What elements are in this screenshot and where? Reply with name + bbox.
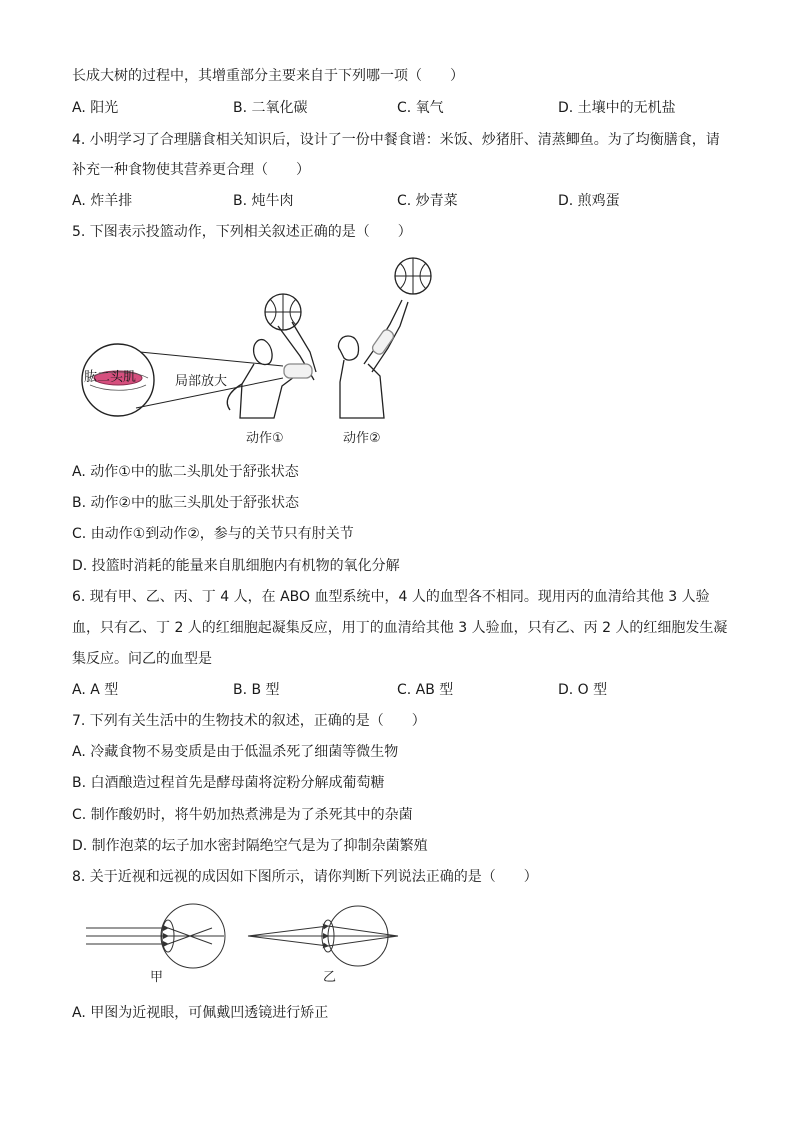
q5-stem: 5. 下图表示投篮动作，下列相关叙述正确的是（ ）	[72, 224, 412, 240]
player-1-figure	[227, 294, 316, 418]
q4-option-c: C. 炒青菜	[397, 193, 458, 209]
q7-stem: 7. 下列有关生活中的生物技术的叙述，正确的是（ ）	[72, 713, 426, 729]
q4-stem-line1: 4. 小明学习了合理膳食相关知识后，设计了一份中餐食谱：米饭、炒猪肝、清蒸鲫鱼。为了均衡膳食，请	[72, 132, 720, 148]
q3-stem: 长成大树的过程中，其增重部分主要来自于下列哪一项（ ）	[72, 68, 464, 84]
q3-option-c: C. 氧气	[397, 100, 444, 116]
eye-yi-label: 乙	[323, 970, 337, 985]
q6-option-d: D. O 型	[558, 682, 608, 698]
q4-option-b: B. 炖牛肉	[233, 193, 294, 209]
q5-option-c: C. 由动作①到动作②，参与的关节只有肘关节	[72, 526, 354, 542]
q6-stem-line1: 6. 现有甲、乙、丙、丁 4 人，在 ABO 血型系统中，4 人的血型各不相同。现用丙的血清给其他 3 人验	[72, 589, 710, 605]
action-2-label: 动作②	[343, 431, 381, 446]
eye-yi-diagram	[248, 906, 398, 966]
q8-option-a: A. 甲图为近视眼，可佩戴凹透镜进行矫正	[72, 1005, 329, 1021]
q4-option-a: A. 炸羊排	[72, 193, 133, 209]
q6-stem-line3: 集反应。问乙的血型是	[72, 651, 212, 667]
action-1-label: 动作①	[246, 431, 284, 446]
q4-stem-line2: 补充一种食物使其营养更合理（ ）	[72, 162, 310, 178]
q6-option-b: B. B 型	[233, 682, 280, 698]
eye-jia-diagram	[86, 904, 225, 968]
q3-option-a: A. 阳光	[72, 100, 119, 116]
q5-option-b: B. 动作②中的肱三头肌处于舒张状态	[72, 495, 300, 511]
q8-stem: 8. 关于近视和远视的成因如下图所示，请你判断下列说法正确的是（ ）	[72, 869, 538, 885]
q4-option-d: D. 煎鸡蛋	[558, 193, 620, 209]
q5-option-d: D. 投篮时消耗的能量来自肌细胞内有机物的氧化分解	[72, 558, 400, 574]
player-2-figure	[338, 258, 431, 418]
q5-option-a: A. 动作①中的肱二头肌处于舒张状态	[72, 464, 299, 480]
basketball-shot-figure	[78, 252, 448, 452]
q6-option-a: A. A 型	[72, 682, 119, 698]
q3-option-b: B. 二氧化碳	[233, 100, 308, 116]
q6-option-c: C. AB 型	[397, 682, 454, 698]
q6-stem-line2: 血，只有乙、丁 2 人的红细胞起凝集反应，用丁的血清给其他 3 人验血，只有乙、丙 2 人的红细胞发生凝	[72, 620, 728, 636]
eye-diagrams-figure	[82, 900, 402, 980]
q7-option-a: A. 冷藏食物不易变质是由于低温杀死了细菌等微生物	[72, 744, 399, 760]
q7-option-d: D. 制作泡菜的坛子加水密封隔绝空气是为了抑制杂菌繁殖	[72, 838, 428, 854]
q3-option-d: D. 土壤中的无机盐	[558, 100, 676, 116]
biceps-label: 肱二头肌	[84, 370, 137, 385]
q7-option-b: B. 白酒酿造过程首先是酵母菌将淀粉分解成葡萄糖	[72, 775, 385, 791]
zoom-label: 局部放大	[175, 374, 228, 389]
q7-option-c: C. 制作酸奶时，将牛奶加热煮沸是为了杀死其中的杂菌	[72, 807, 413, 823]
eye-jia-label: 甲	[150, 970, 164, 985]
